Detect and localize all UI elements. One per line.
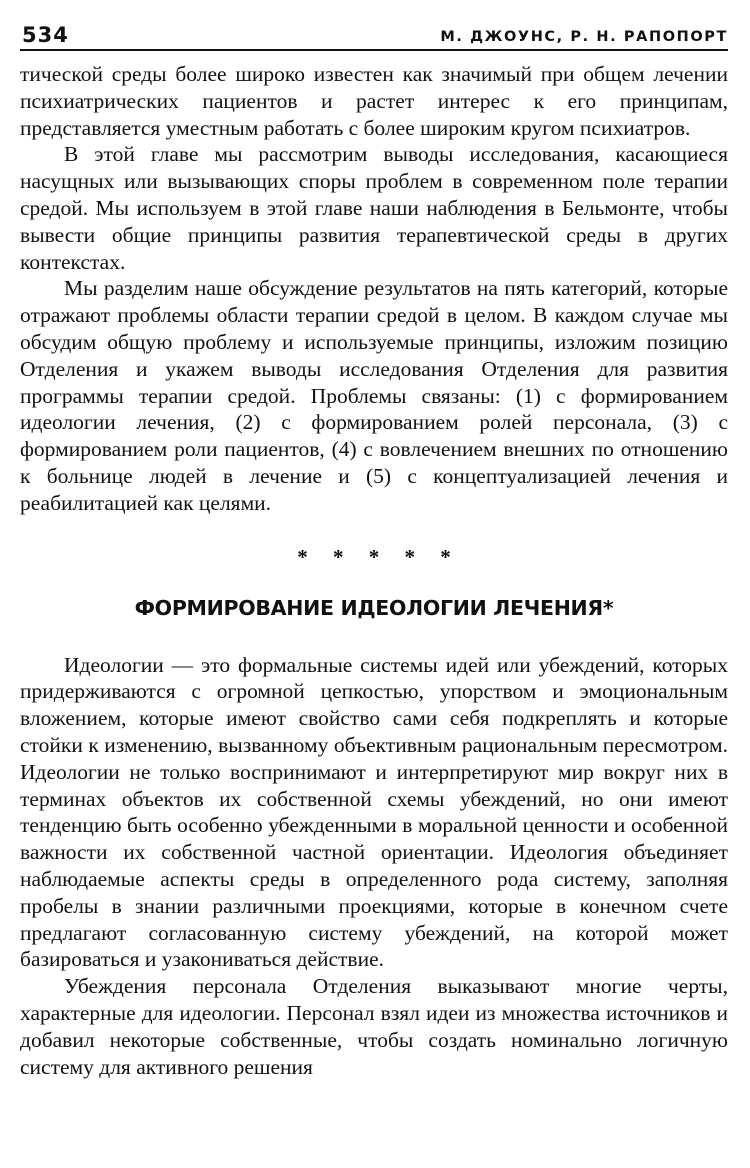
- paragraph: Мы разделим наше обсуждение результатов на пять категорий, которые отражают проблемы области терапии средой в целом. В каждом случае мы обсудим общую проблему и используемые принципы, изложим позицию Отделения и укажем выводы исследования Отделения для развития программы терапии средой. Проблемы связаны: (1) с формированием идеологии лечения, (2) с формированием ролей персонала, (3) с формированием роли пациентов, (4) с вовлечением внешних по отношению к больнице людей в лечение и (5) с концептуализацией лечения и реабилитацией как целями.: [20, 276, 728, 515]
- body-text: [20, 61, 728, 517]
- page-number: 534: [22, 23, 69, 47]
- section-separator: * * * * *: [297, 544, 461, 569]
- paragraph-continued: тической среды более широко известен как значимый при общем лечении психиатрических пациентов и растет интерес к его принципам, представляется уместным работать с более широким кругом психиатров.: [20, 62, 728, 140]
- running-header: [20, 16, 728, 49]
- paragraph: В этой главе мы рассмотрим выводы исследования, касающиеся насущных или вызывающих споры проблем в современном поле терапии средой. Мы используем в этой главе наши наблюдения в Бельмонте, чтобы вывести общие принципы развития терапевтической среды в других контекстах.: [20, 142, 728, 274]
- section-heading: ФОРМИРОВАНИЕ ИДЕОЛОГИИ ЛЕЧЕНИЯ*: [134, 595, 614, 620]
- running-title: М. ДЖОУНС, Р. Н. РАПОПОРТ: [440, 28, 728, 45]
- header-rule: [20, 49, 728, 51]
- paragraph-continues: Убеждения персонала Отделения выказывают многие черты, характерные для идеологии. Персонал взял идеи из множества источников и добавил некоторые собственные, чтобы создать номинально логичную систему для активного решения: [20, 974, 728, 1079]
- section-body-text: [20, 652, 728, 1081]
- paragraph: Идеологии — это формальные системы идей или убеждений, которых придерживаются с огромной цепкостью, упорством и эмоциональным вложением, которые имеют свойство сами себя подкреплять и которые стойки к изменению, вызванному объективным рациональным пересмотром. Идеологии не только воспринимают и интерпретируют мир вокруг них в терминах объектов их собственной схемы убеждений, но они имеют тенденцию быть особенно убежденными в моральной ценности и особенной важности их собственной частной ориентации. Идеология объединяет наблюдаемые аспекты среды в определенного рода систему, заполняя пробелы в знании различными проекциями, которые в конечном счете предлагают согласованную систему убеждений, на которой может базироваться и узакониваться действие.: [20, 652, 728, 972]
